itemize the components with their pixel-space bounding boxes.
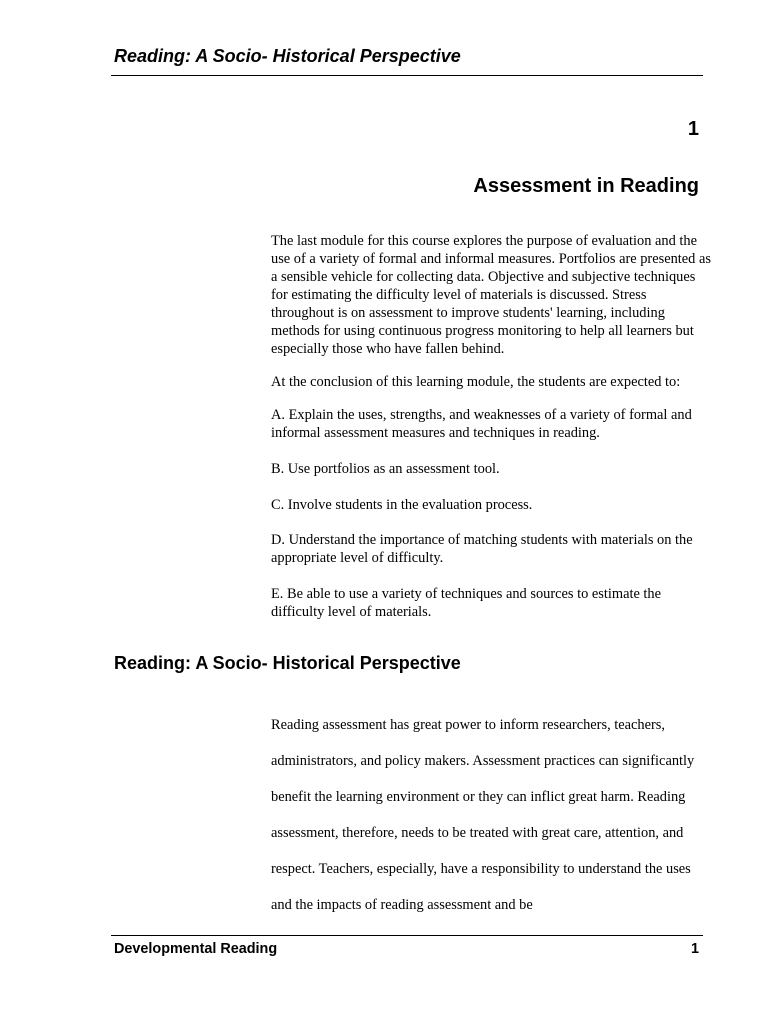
objective-item: D. Understand the importance of matching students with materials on the appropriate level of difficulty. <box>271 532 693 566</box>
objective-item: B. Use portfolios as an assessment tool. <box>271 461 500 477</box>
objective-item: E. Be able to use a variety of techniques and sources to estimate the difficulty level of materials. <box>271 586 662 620</box>
intro-paragraph: The last module for this course explores the purpose of evaluation and the use of a variety of formal and informal measures. Portfolios are presented as a sensible vehicle for collecting data. Objective and subjective techniques for estimating the difficulty level of materials is discussed. Stress throughout is on assessment to improve students' learning, including methods for using continuous progress monitoring to help all learners but especially those who have fallen behind. <box>271 233 711 357</box>
objectives-lead: At the conclusion of this learning module, the students are expected to: <box>271 374 681 390</box>
footer-page-number: 1 <box>690 941 699 957</box>
footer-book-title: Developmental Reading <box>114 941 278 957</box>
footer-divider <box>111 935 703 936</box>
chapter-title: Assessment in Reading <box>473 175 699 197</box>
running-header-title: Reading: A Socio- Historical Perspective <box>114 46 461 66</box>
objective-item: C. Involve students in the evaluation process. <box>271 497 533 513</box>
header-divider <box>111 75 703 76</box>
objective-item: A. Explain the uses, strengths, and weaknesses of a variety of formal and informal assessment measures and techniques in reading. <box>271 407 692 441</box>
section-paragraph: Reading assessment has great power to inform researchers, teachers, administrators, and policy makers. Assessment practices can significantly benefit the learning environment or they can inflict great harm. Reading assessment, therefore, needs to be treated with great care, attention, and respect. Teachers, especially, have a responsibility to understand the uses and the impacts of reading assessment and be <box>271 717 695 913</box>
chapter-number: 1 <box>687 118 699 140</box>
section-heading: Reading: A Socio- Historical Perspective <box>114 653 461 673</box>
